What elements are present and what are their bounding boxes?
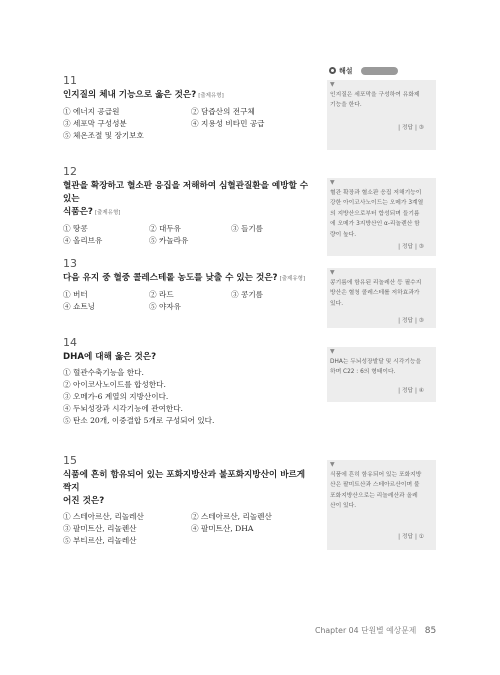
question-number: 13 [63,257,77,270]
chapter-label: Chapter 04 [315,626,359,635]
option-2[interactable]: ② 담즙산의 전구체 [191,107,255,116]
answer-label: | 정답 | ④ [398,388,424,394]
option-2[interactable]: ② 아이코사노이드를 합성한다. [63,380,166,389]
explanation-text: DHA는 두뇌성장발달 및 시각기능을 하며 C22 : 6의 형태이다. [330,359,422,376]
question-stem: 식품에 흔히 함유되어 있는 포화지방산과 불포화지방산이 바르게 짝지 어진 것은? [63,470,306,506]
option-3[interactable]: ③ 오메가-6 계열의 지방산이다. [63,392,169,401]
explanation-text: 혈관 확장과 혈소판 응집 저해기능이 강한 아이코사노이드는 오메가 3계열 의 지방산으로부터 합성되며 들기름 에 오메가 3지방산인 α-리놀렌산 함 량이 높다. [330,190,424,238]
option-5[interactable]: ⑤ 카놀라유 [149,236,189,245]
option-4[interactable]: ④ 올리브유 [63,236,103,245]
option-2[interactable]: ② 대두유 [149,224,182,233]
options [63,106,315,152]
explanation-box-12 [327,178,436,256]
explanation-text: 식품에 흔히 함유되어 있는 포화지방 산은 팔미트산과 스테아르산이며 불 포화지방산으로는 리놀레산과 올레 산이 있다. [330,472,422,510]
options [63,289,315,313]
option-3[interactable]: ③ 콩기름 [231,290,264,299]
question-14 [63,337,315,429]
explanation-box-15 [327,460,436,550]
question-11 [63,75,315,152]
options [63,367,315,429]
question-tag: [출제유형] [279,276,306,282]
answer-label: | 정답 | ③ [398,125,424,131]
explanation-box-13 [327,268,436,328]
question-13 [63,258,315,313]
answer-label: | 정답 | ③ [398,244,424,250]
arrow-down-icon: ▼ [330,179,335,186]
option-4[interactable]: ④ 두뇌성장과 시각기능에 관여한다. [63,404,183,413]
option-5[interactable]: ⑤ 야자유 [149,302,182,311]
option-1[interactable]: ① 스테아르산, 리놀레산 [63,512,144,521]
option-4[interactable]: ④ 쇼트닝 [63,302,96,311]
option-4[interactable]: ④ 지용성 비타민 공급 [191,119,265,128]
question-number: 11 [63,74,77,87]
arrow-down-icon: ▼ [330,269,335,276]
option-2[interactable]: ② 라드 [149,290,174,299]
option-1[interactable]: ① 땅콩 [63,224,88,233]
option-4[interactable]: ④ 팔미트산, DHA [191,524,254,533]
option-5[interactable]: ⑤ 탄소 20개, 이중결합 5개로 구성되어 있다. [63,416,215,425]
explanation-header [327,64,436,80]
option-5[interactable]: ⑤ 체온조절 및 장기보호 [63,131,144,140]
option-1[interactable]: ① 혈관수축기능을 한다. [63,368,144,377]
answer-label: | 정답 | ① [398,534,424,540]
option-5[interactable]: ⑤ 부티르산, 리놀레산 [63,536,137,545]
question-tag: [출제유형] [94,210,121,216]
explanation-box-11 [327,80,436,150]
explanation-text: 콩기름에 함유된 리놀레산 등 필수지 방산은 혈청 콜레스테롤 저하효과가 있다. [330,280,422,307]
option-1[interactable]: ① 버터 [63,290,88,299]
header-pill-decoration [361,67,398,75]
chapter-title: 단원별 예상문제 [361,626,417,635]
option-3[interactable]: ③ 세포막 구성성분 [63,119,127,128]
question-number: 15 [63,454,77,467]
answer-label: | 정답 | ③ [398,318,424,324]
option-1[interactable]: ① 에너지 공급원 [63,107,120,116]
options [63,511,315,547]
arrow-down-icon: ▼ [330,348,335,355]
arrow-down-icon: ▼ [330,461,335,468]
options [63,223,315,247]
question-stem: DHA에 대해 옳은 것은? [63,352,157,362]
arrow-down-icon: ▼ [330,81,335,88]
question-number: 14 [63,336,77,349]
explanation-text: 인지질은 세포막을 구성하여 유화제 기능을 한다. [330,92,420,109]
explanation-header-label: 해설 [339,67,353,75]
question-15 [63,455,315,547]
page-number: 85 [424,626,437,636]
explanation-box-14 [327,347,436,402]
question-12 [63,166,315,247]
option-2[interactable]: ② 스테아르산, 리놀렌산 [191,512,272,521]
question-tag: [출제유형] [198,93,224,99]
circle-icon [329,67,336,74]
option-3[interactable]: ③ 들기름 [231,224,264,233]
option-3[interactable]: ③ 팔미트산, 리놀렌산 [63,524,137,533]
question-number: 12 [63,165,77,178]
question-stem: 다음 유지 중 혈중 콜레스테롤 농도를 낮출 수 있는 것은? [출제유형] [63,273,306,283]
question-stem: 혈관을 확장하고 혈소판 응집을 저해하여 심혈관질환을 예방할 수 있는 식품은? [출제유형] [63,181,309,217]
page-footer [315,625,436,636]
question-stem: 인지질의 체내 기능으로 옳은 것은? [출제유형] [63,90,224,100]
